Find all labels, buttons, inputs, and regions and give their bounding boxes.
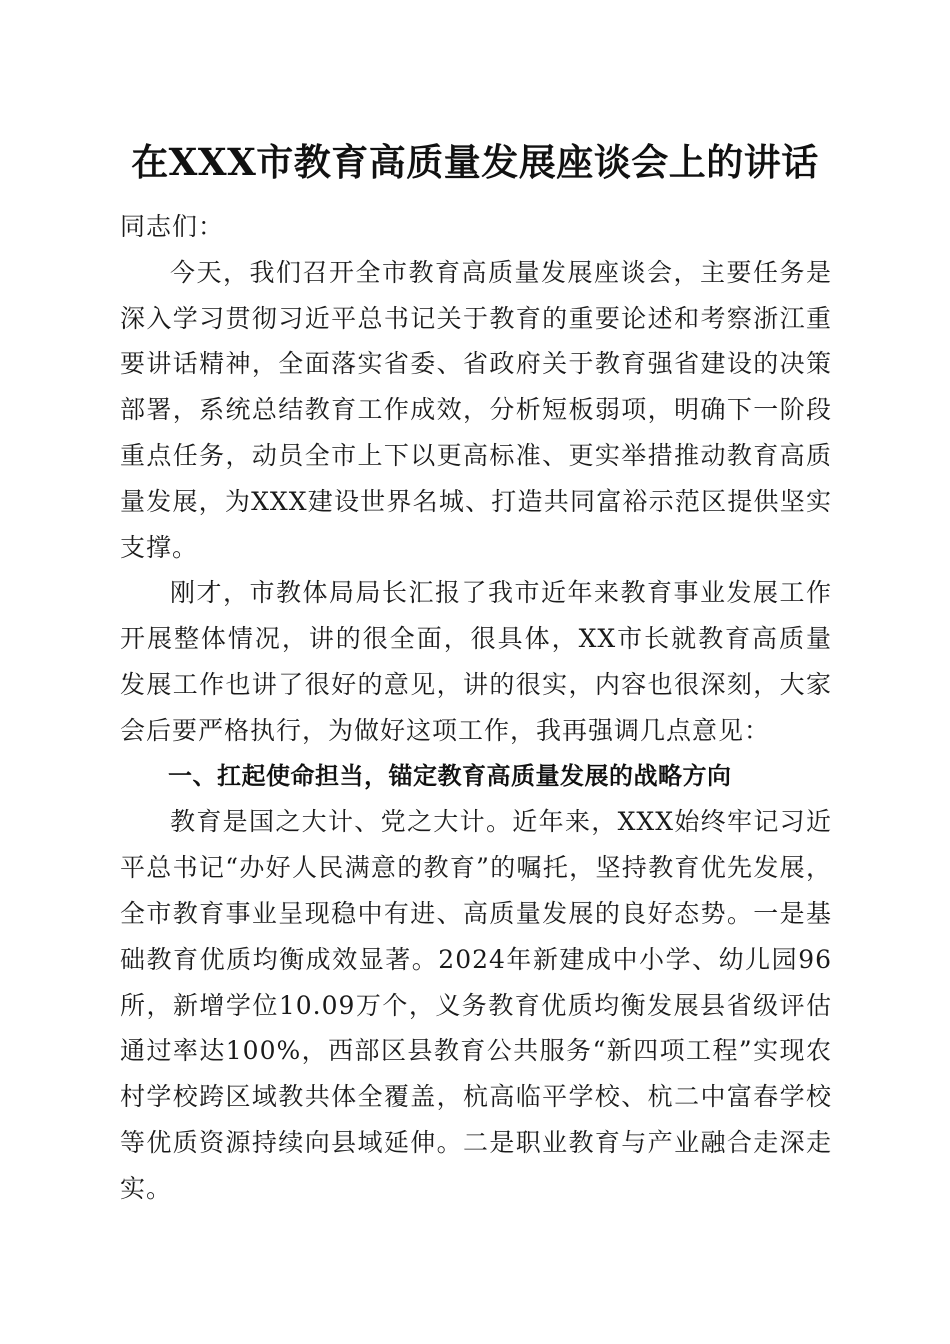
paragraph-opening: 今天，我们召开全市教育高质量发展座谈会，主要任务是深入学习贯彻习近平总书记关于教育的重要论述和考察浙江重要讲话精神，全面落实省委、省政府关于教育强省建设的决策部署，系统总结教育工作成效，分析短板弱项，明确下一阶段重点任务，动员全市上下以更高标准、更实举措推动教育高质量发展，为XXX建设世界名城、打造共同富裕示范区提供坚实支撑。 xyxy=(120,257,832,562)
paragraph-remarks: 刚才，市教体局局长汇报了我市近年来教育事业发展工作开展整体情况，讲的很全面，很具体，XX市长就教育高质量发展工作也讲了很好的意见，讲的很实，内容也很深刻，大家会后要严格执行，为做好这项工作，我再强调几点意见： xyxy=(120,578,832,745)
document-title: 在XXX市教育高质量发展座谈会上的讲话 xyxy=(131,140,819,184)
salutation: 同志们： xyxy=(120,212,225,241)
section-paragraph: 教育是国之大计、党之大计。近年来，XXX始终牢记习近平总书记“办好人民满意的教育”的嘱托，坚持教育优先发展，全市教育事业呈现稳中有进、高质量发展的良好态势。一是基础教育优质均衡成效显著。2024年新建成中小学、幼儿园96所，新增学位10.09万个，义务教育优质均衡发展县省级评估通过率达100%，西部区县教育公共服务“新四项工程”实现农村学校跨区域教共体全覆盖，杭高临平学校、杭二中富春学校等优质资源持续向县域延伸。二是职业教育与产业融合走深走实。 xyxy=(120,807,832,1203)
document-body xyxy=(120,204,832,1212)
section-heading: 一、扛起使命担当，锚定教育高质量发展的战略方向 xyxy=(168,761,732,790)
